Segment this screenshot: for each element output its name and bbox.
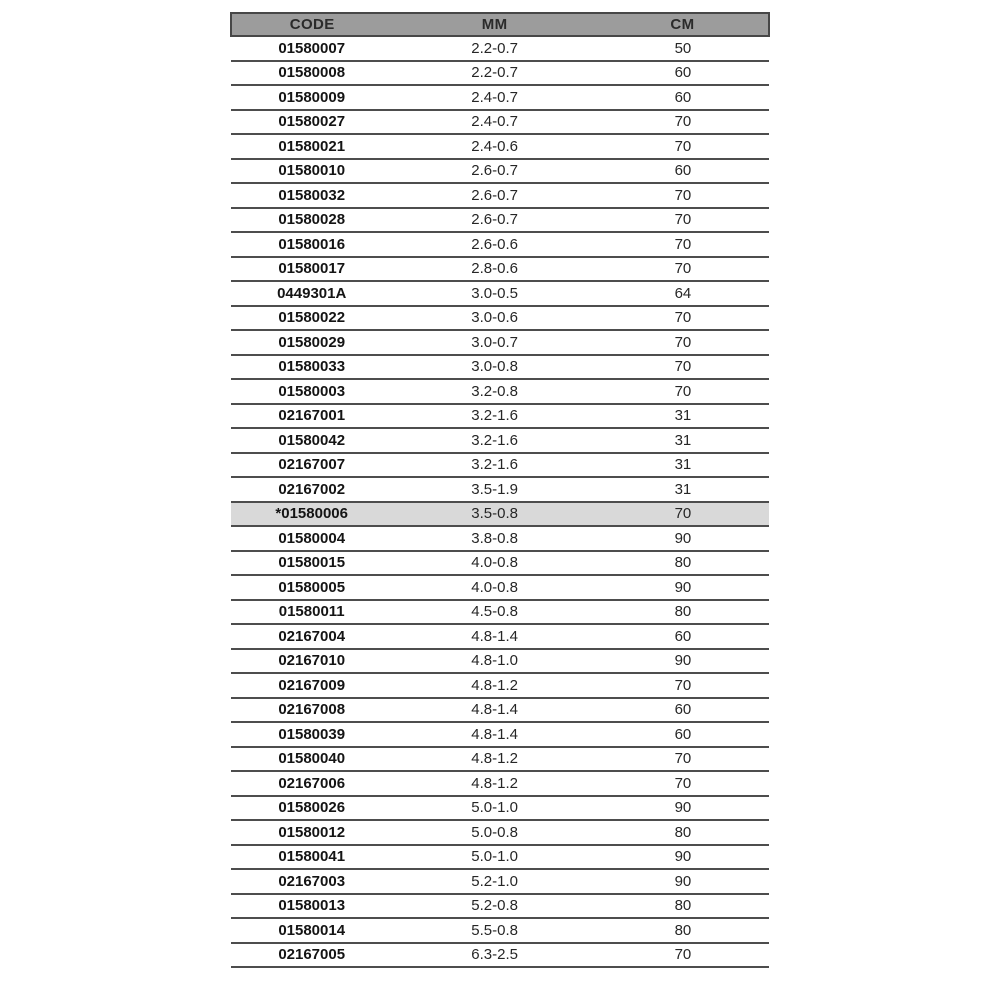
code-cell: 02167001 (231, 404, 392, 429)
code-cell: 01580017 (231, 257, 392, 282)
code-cell: 02167003 (231, 869, 392, 894)
table-row (231, 747, 769, 772)
mm-cell: 2.8-0.6 (392, 257, 596, 282)
mm-cell: 4.0-0.8 (392, 575, 596, 600)
mm-cell: 2.2-0.7 (392, 36, 596, 61)
code-cell: 02167006 (231, 771, 392, 796)
code-cell: 01580021 (231, 134, 392, 159)
code-cell: 02167009 (231, 673, 392, 698)
mm-cell: 5.5-0.8 (392, 918, 596, 943)
column-header-mm: MM (392, 13, 596, 36)
table-row (231, 477, 769, 502)
column-header-code: CODE (231, 13, 392, 36)
table-row (231, 183, 769, 208)
table-row (231, 281, 769, 306)
mm-cell: 3.8-0.8 (392, 526, 596, 551)
table-row (231, 330, 769, 355)
mm-cell: 3.2-0.8 (392, 379, 596, 404)
mm-cell: 4.8-1.2 (392, 673, 596, 698)
mm-cell: 4.8-1.0 (392, 649, 596, 674)
code-cell: 01580033 (231, 355, 392, 380)
spec-table (230, 12, 770, 968)
table-row (231, 722, 769, 747)
code-cell: 01580005 (231, 575, 392, 600)
mm-cell: 3.5-0.8 (392, 502, 596, 527)
table-row (231, 943, 769, 968)
code-cell: 01580027 (231, 110, 392, 135)
code-cell: 02167005 (231, 943, 392, 968)
code-cell: 01580015 (231, 551, 392, 576)
cm-cell: 60 (597, 722, 769, 747)
cm-cell: 70 (597, 771, 769, 796)
cm-cell: 90 (597, 649, 769, 674)
table-row (231, 502, 769, 527)
cm-cell: 80 (597, 600, 769, 625)
cm-cell: 60 (597, 61, 769, 86)
cm-cell: 60 (597, 85, 769, 110)
table-row (231, 869, 769, 894)
table-row (231, 820, 769, 845)
cm-cell: 90 (597, 869, 769, 894)
mm-cell: 3.0-0.5 (392, 281, 596, 306)
code-cell: 02167004 (231, 624, 392, 649)
code-cell: 01580012 (231, 820, 392, 845)
mm-cell: 2.4-0.6 (392, 134, 596, 159)
table-row (231, 453, 769, 478)
mm-cell: 3.0-0.8 (392, 355, 596, 380)
mm-cell: 2.2-0.7 (392, 61, 596, 86)
table-row (231, 600, 769, 625)
code-cell: 01580003 (231, 379, 392, 404)
mm-cell: 3.2-1.6 (392, 453, 596, 478)
cm-cell: 31 (597, 453, 769, 478)
table-row (231, 134, 769, 159)
mm-cell: 4.5-0.8 (392, 600, 596, 625)
mm-cell: 4.8-1.2 (392, 771, 596, 796)
mm-cell: 5.0-1.0 (392, 796, 596, 821)
code-cell: 01580009 (231, 85, 392, 110)
code-cell: 01580016 (231, 232, 392, 257)
mm-cell: 2.6-0.7 (392, 183, 596, 208)
mm-cell: 4.8-1.4 (392, 624, 596, 649)
cm-cell: 90 (597, 845, 769, 870)
table-body (231, 36, 769, 967)
code-cell: 01580008 (231, 61, 392, 86)
code-cell: 01580029 (231, 330, 392, 355)
table-row (231, 306, 769, 331)
cm-cell: 31 (597, 404, 769, 429)
table-row (231, 845, 769, 870)
table-row (231, 551, 769, 576)
code-cell: 02167007 (231, 453, 392, 478)
mm-cell: 2.6-0.6 (392, 232, 596, 257)
cm-cell: 70 (597, 208, 769, 233)
cm-cell: 70 (597, 306, 769, 331)
mm-cell: 3.2-1.6 (392, 404, 596, 429)
mm-cell: 5.2-1.0 (392, 869, 596, 894)
table-row (231, 771, 769, 796)
table-row (231, 575, 769, 600)
cm-cell: 31 (597, 428, 769, 453)
mm-cell: 5.2-0.8 (392, 894, 596, 919)
mm-cell: 4.8-1.2 (392, 747, 596, 772)
code-cell: 01580014 (231, 918, 392, 943)
code-cell: 02167008 (231, 698, 392, 723)
cm-cell: 60 (597, 624, 769, 649)
code-cell: 01580011 (231, 600, 392, 625)
mm-cell: 2.6-0.7 (392, 159, 596, 184)
code-cell: 01580032 (231, 183, 392, 208)
table-row (231, 918, 769, 943)
column-header-cm: CM (597, 13, 769, 36)
table-row (231, 404, 769, 429)
table-row (231, 796, 769, 821)
mm-cell: 3.2-1.6 (392, 428, 596, 453)
cm-cell: 70 (597, 379, 769, 404)
code-cell: 01580042 (231, 428, 392, 453)
code-cell: 01580013 (231, 894, 392, 919)
mm-cell: 5.0-0.8 (392, 820, 596, 845)
cm-cell: 60 (597, 159, 769, 184)
table-header-row (231, 13, 769, 36)
table-row (231, 379, 769, 404)
cm-cell: 80 (597, 551, 769, 576)
code-cell: 02167010 (231, 649, 392, 674)
table-row (231, 61, 769, 86)
table-row (231, 894, 769, 919)
table-row (231, 208, 769, 233)
table-row (231, 624, 769, 649)
table-row (231, 110, 769, 135)
table-row (231, 36, 769, 61)
code-cell: 01580040 (231, 747, 392, 772)
table-row (231, 85, 769, 110)
cm-cell: 70 (597, 257, 769, 282)
table-row (231, 526, 769, 551)
cm-cell: 80 (597, 894, 769, 919)
table-row (231, 159, 769, 184)
table-row (231, 257, 769, 282)
cm-cell: 90 (597, 526, 769, 551)
mm-cell: 4.8-1.4 (392, 698, 596, 723)
cm-cell: 70 (597, 355, 769, 380)
code-cell: 01580004 (231, 526, 392, 551)
code-cell: 01580007 (231, 36, 392, 61)
mm-cell: 4.8-1.4 (392, 722, 596, 747)
mm-cell: 5.0-1.0 (392, 845, 596, 870)
cm-cell: 70 (597, 943, 769, 968)
cm-cell: 80 (597, 918, 769, 943)
mm-cell: 2.4-0.7 (392, 85, 596, 110)
table-row (231, 232, 769, 257)
cm-cell: 70 (597, 232, 769, 257)
code-cell: 01580039 (231, 722, 392, 747)
cm-cell: 60 (597, 698, 769, 723)
cm-cell: 70 (597, 673, 769, 698)
table-row (231, 673, 769, 698)
mm-cell: 2.4-0.7 (392, 110, 596, 135)
cm-cell: 70 (597, 183, 769, 208)
mm-cell: 3.5-1.9 (392, 477, 596, 502)
table-row (231, 698, 769, 723)
table-row (231, 428, 769, 453)
cm-cell: 70 (597, 134, 769, 159)
cm-cell: 64 (597, 281, 769, 306)
mm-cell: 4.0-0.8 (392, 551, 596, 576)
code-cell: 01580022 (231, 306, 392, 331)
cm-cell: 70 (597, 747, 769, 772)
mm-cell: 3.0-0.7 (392, 330, 596, 355)
code-cell: 01580028 (231, 208, 392, 233)
cm-cell: 70 (597, 330, 769, 355)
code-cell: *01580006 (231, 502, 392, 527)
cm-cell: 31 (597, 477, 769, 502)
code-cell: 0449301A (231, 281, 392, 306)
table-row (231, 649, 769, 674)
code-cell: 01580010 (231, 159, 392, 184)
table-row (231, 355, 769, 380)
cm-cell: 70 (597, 110, 769, 135)
cm-cell: 50 (597, 36, 769, 61)
mm-cell: 3.0-0.6 (392, 306, 596, 331)
cm-cell: 80 (597, 820, 769, 845)
cm-cell: 90 (597, 575, 769, 600)
cm-cell: 70 (597, 502, 769, 527)
mm-cell: 2.6-0.7 (392, 208, 596, 233)
mm-cell: 6.3-2.5 (392, 943, 596, 968)
code-cell: 01580026 (231, 796, 392, 821)
code-cell: 01580041 (231, 845, 392, 870)
code-cell: 02167002 (231, 477, 392, 502)
cm-cell: 90 (597, 796, 769, 821)
